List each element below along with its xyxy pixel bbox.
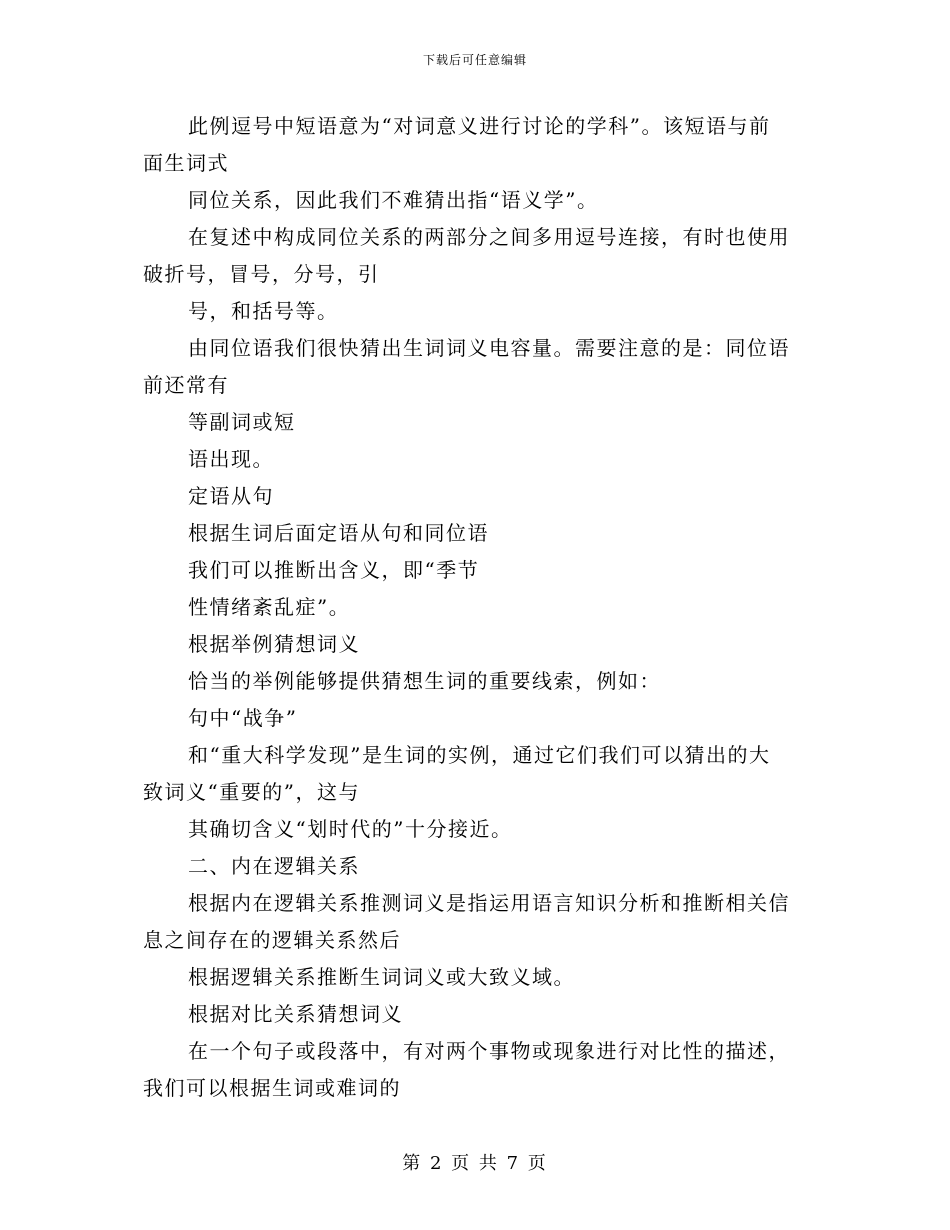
paragraph: 在一个句子或段落中，有对两个事物或现象进行对比性的描述， 我们可以根据生词或难词的	[143, 1039, 790, 1100]
paragraph: 其确切含义“划时代的”十分接近。	[188, 817, 513, 841]
paragraph: 同位关系，因此我们不难猜出指“语义学”。	[188, 188, 599, 212]
paragraph: 在复述中构成同位关系的两部分之间多用逗号连接，有时也使用 破折号，冒号，分号，引	[143, 225, 790, 286]
paragraph: 性情绪紊乱症”。	[188, 595, 351, 619]
paragraph: 句中“战争”	[188, 706, 298, 730]
section-heading: 二、内在逻辑关系	[188, 854, 360, 878]
section-heading: 根据举例猜想词义	[188, 632, 360, 656]
paragraph: 此例逗号中短语意为“对词意义进行讨论的学科”。该短语与前 面生词式	[143, 114, 771, 175]
page-number-footer: 第 2 页 共 7 页	[402, 1153, 548, 1174]
paragraph: 等副词或短	[188, 410, 296, 434]
paragraph: 恰当的举例能够提供猜想生词的重要线索，例如：	[188, 669, 661, 693]
section-heading: 定语从句	[188, 484, 274, 508]
paragraph: 根据逻辑关系推断生词词义或大致义域。	[188, 965, 575, 989]
paragraph: 根据生词后面定语从句和同位语	[188, 521, 489, 545]
paragraph: 根据内在逻辑关系推测词义是指运用语言知识分析和推断相关信 息之间存在的逻辑关系然后	[143, 891, 790, 952]
document-body	[143, 108, 803, 1107]
page-header: 下载后可任意编辑	[422, 53, 527, 67]
paragraph: 我们可以推断出含义，即“季节	[188, 558, 480, 582]
paragraph: 号，和括号等。	[188, 299, 339, 323]
paragraph: 语出现。	[188, 447, 274, 471]
paragraph: 由同位语我们很快猜出生词词义电容量。需要注意的是：同位语 前还常有	[143, 336, 790, 397]
paragraph: 和“重大科学发现”是生词的实例，通过它们我们可以猜出的大 致词义“重要的”，这与	[143, 743, 771, 804]
section-heading: 根据对比关系猜想词义	[188, 1002, 403, 1026]
